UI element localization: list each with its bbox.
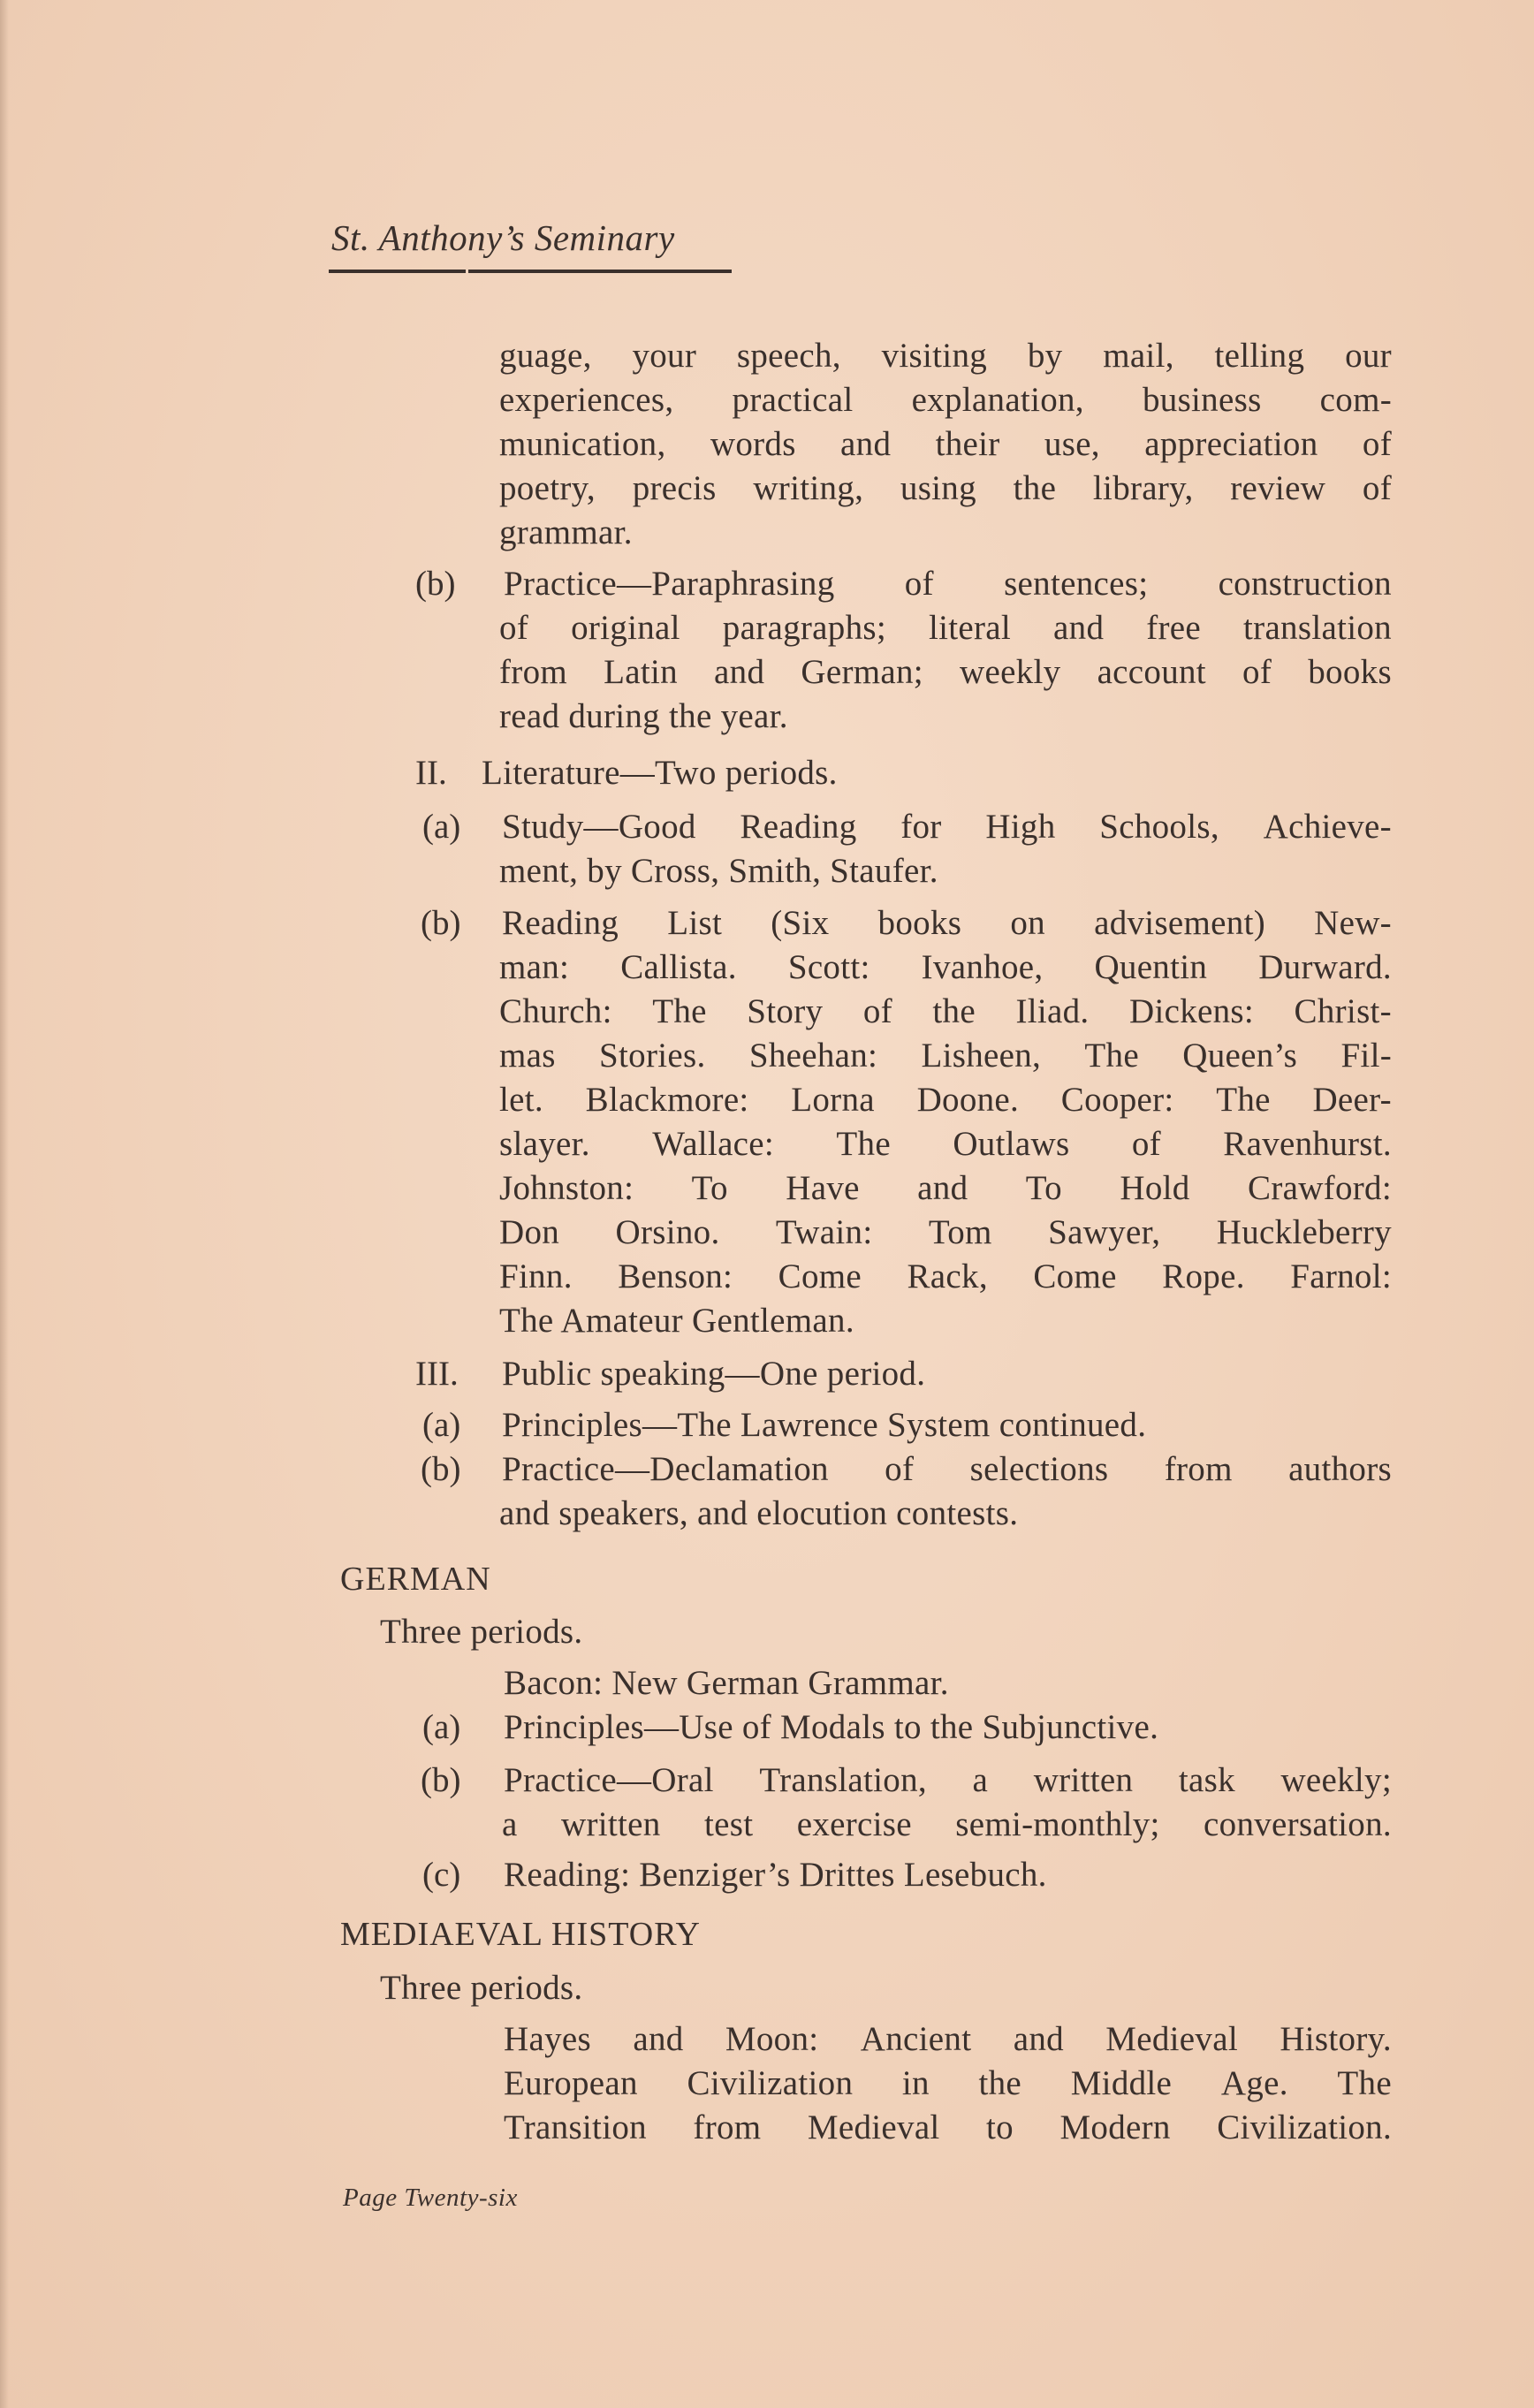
body-line: a written test exercise semi-monthly; conversation.: [502, 1805, 1392, 1843]
section-numeral: III.: [415, 1355, 459, 1393]
body-line: The Amateur Gentleman.: [499, 1302, 854, 1340]
body-line: munication, words and their use, appreciation of: [499, 425, 1392, 463]
body-line: mas Stories. Sheehan: Lisheen, The Queen’s Fil-: [499, 1037, 1392, 1075]
body-line: let. Blackmore: Lorna Doone. Cooper: The Deer-: [499, 1081, 1392, 1119]
body-line: Practice—Oral Translation, a written task weekly;: [504, 1761, 1392, 1799]
body-line: of original paragraphs; literal and free translation: [499, 609, 1392, 647]
running-header: St. Anthony’s Seminary: [331, 217, 675, 258]
body-line: Literature—Two periods.: [482, 754, 838, 792]
body-line: Practice—Paraphrasing of sentences; construction: [504, 565, 1392, 603]
body-line: Three periods.: [380, 1969, 583, 2007]
body-line: and speakers, and elocution contests.: [499, 1494, 1019, 1532]
body-line: Reading: Benziger’s Drittes Lesebuch.: [504, 1856, 1047, 1894]
body-line: ment, by Cross, Smith, Staufer.: [499, 852, 938, 890]
body-line: Don Orsino. Twain: Tom Sawyer, Huckleberry: [499, 1213, 1392, 1251]
body-line: Three periods.: [380, 1613, 583, 1651]
item-marker: (b): [421, 904, 461, 942]
item-marker: (c): [422, 1856, 461, 1894]
body-line: Practice—Declamation of selections from authors: [502, 1450, 1392, 1488]
body-line: slayer. Wallace: The Outlaws of Ravenhurst.: [499, 1125, 1392, 1163]
page-number-footer: Page Twenty-six: [343, 2184, 518, 2212]
body-line: European Civilization in the Middle Age. The: [504, 2064, 1392, 2102]
body-line: Johnston: To Have and To Hold Crawford:: [499, 1169, 1392, 1207]
item-marker: (b): [421, 1450, 461, 1488]
body-line: Transition from Medieval to Modern Civilization.: [504, 2108, 1392, 2146]
body-line: Study—Good Reading for High Schools, Achieve-: [502, 808, 1392, 846]
body-line: read during the year.: [499, 697, 788, 735]
body-line: from Latin and German; weekly account of books: [499, 653, 1392, 691]
body-line: man: Callista. Scott: Ivanhoe, Quentin Durward.: [499, 948, 1392, 986]
body-line: Principles—Use of Modals to the Subjunctive.: [504, 1708, 1159, 1746]
section-heading-german: GERMAN: [340, 1561, 491, 1598]
body-line: Public speaking—One period.: [502, 1355, 926, 1393]
section-numeral: II.: [415, 754, 447, 792]
item-marker: (a): [422, 1406, 461, 1444]
item-marker: (a): [422, 808, 461, 846]
body-line: Church: The Story of the Iliad. Dickens: Christ-: [499, 992, 1392, 1030]
item-marker: (b): [415, 565, 456, 603]
body-line: Bacon: New German Grammar.: [504, 1664, 949, 1702]
body-line: Principles—The Lawrence System continued.: [502, 1406, 1147, 1444]
section-heading-mediaeval-history: MEDIAEVAL HISTORY: [340, 1916, 701, 1953]
item-marker: (b): [421, 1761, 461, 1799]
body-line: Hayes and Moon: Ancient and Medieval History.: [504, 2020, 1392, 2058]
body-line: experiences, practical explanation, business com-: [499, 381, 1392, 419]
page-spine-shadow: [0, 0, 9, 2408]
item-marker: (a): [422, 1708, 461, 1746]
body-line: guage, your speech, visiting by mail, telling our: [499, 337, 1392, 375]
header-rule: [329, 270, 732, 273]
body-line: Finn. Benson: Come Rack, Come Rope. Farnol:: [499, 1257, 1392, 1295]
body-line: poetry, precis writing, using the library, review of: [499, 469, 1392, 507]
body-line: grammar.: [499, 513, 633, 551]
body-line: Reading List (Six books on advisement) New-: [502, 904, 1392, 942]
